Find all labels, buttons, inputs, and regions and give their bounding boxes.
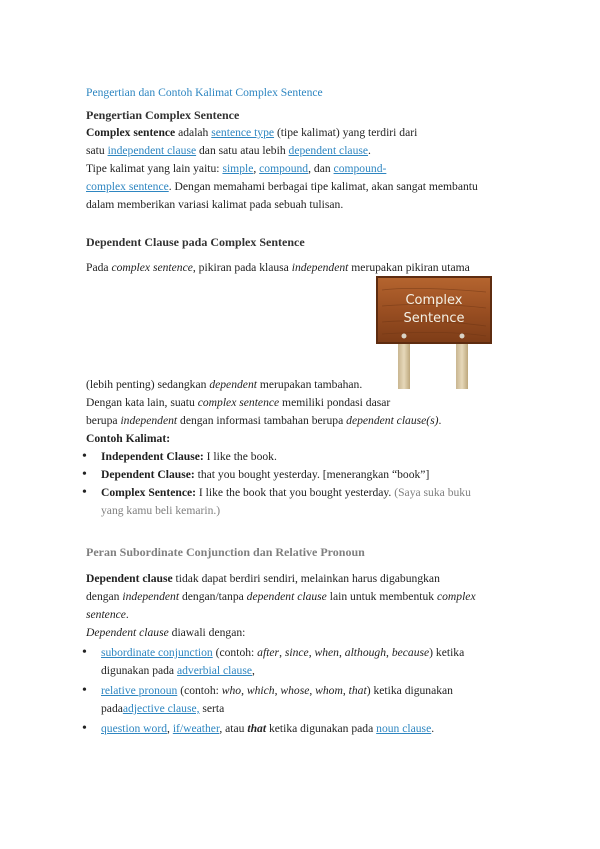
bullet-icon: • (82, 645, 87, 660)
text: merupakan pikiran utama (348, 261, 470, 274)
text: serta (199, 702, 225, 715)
text: digunakan pada (101, 664, 177, 677)
italic-term: since (284, 646, 309, 659)
text: , (386, 646, 392, 659)
italic-term: dependent clause(s) (346, 414, 439, 427)
translation-text: yang kamu beli kemarin.) (101, 504, 221, 517)
text: I like the book that you bought yesterday. (196, 486, 392, 499)
text: , (253, 162, 260, 175)
italic-term: complex (436, 590, 476, 603)
list-item (101, 682, 453, 700)
list-item (101, 448, 277, 466)
text: , atau (219, 722, 248, 735)
text: (tipe kalimat) yang terdiri dari (274, 126, 418, 139)
text: , (279, 646, 285, 659)
link-adjective-clause[interactable]: adjective clause, (122, 702, 200, 715)
italic-term: after (257, 646, 280, 659)
italic-term: whom (315, 684, 343, 697)
paragraph-line (86, 142, 371, 160)
text: , (274, 684, 281, 697)
bold-term: Dependent clause (86, 572, 173, 585)
text: . Dengan memahami berbagai tipe kalimat, akan sangat membantu (168, 180, 478, 193)
text: . (125, 608, 129, 621)
italic-term: that (348, 684, 367, 697)
text: , (309, 684, 316, 697)
text: I like the book. (203, 450, 277, 463)
text: dengan (86, 590, 123, 603)
link-sentence-type[interactable]: sentence type (211, 126, 275, 139)
text: tidak dapat berdiri sendiri, melainkan harus digabungkan (172, 572, 440, 585)
bold-term: Complex sentence (86, 126, 176, 139)
text: memiliki pondasi dasar (279, 396, 391, 409)
italic-term: Dependent clause (86, 626, 169, 639)
paragraph-line (86, 124, 417, 142)
sign-text-line2: Sentence (403, 311, 465, 326)
text: dan satu atau lebih (196, 144, 289, 157)
list-item (101, 720, 434, 738)
section-heading-pengertian: Pengertian Complex Sentence (86, 108, 240, 122)
italic-term: complex sentence (111, 261, 193, 274)
bullet-icon: • (82, 467, 87, 482)
paragraph-line (86, 376, 362, 394)
text: Dengan kata lain, suatu (86, 396, 198, 409)
link-noun-clause[interactable]: noun clause (376, 722, 432, 735)
italic-term: independent (291, 261, 349, 274)
paragraph-line (86, 160, 386, 178)
italic-term: sentence (86, 608, 126, 621)
link-compound[interactable]: compound (259, 162, 309, 175)
sign-text-line1: Complex (405, 293, 463, 308)
bullet-icon: • (82, 449, 87, 464)
bullet-icon: • (82, 485, 87, 500)
bold-term: Complex Sentence: (101, 486, 196, 499)
translation-text: (Saya suka buku (391, 486, 471, 499)
link-dependent-clause[interactable]: dependent clause (288, 144, 369, 157)
italic-term: dependent (209, 378, 257, 391)
link-question-word[interactable]: question word (101, 722, 168, 735)
text: lain untuk membentuk (326, 590, 437, 603)
bold-italic-term: that (247, 722, 267, 735)
text: , (241, 684, 247, 697)
text: (lebih penting) sedangkan (86, 378, 210, 391)
list-item (101, 466, 429, 484)
text: merupakan tambahan. (256, 378, 363, 391)
paragraph-line (86, 394, 390, 412)
text: . (438, 414, 442, 427)
italic-term: independent (120, 414, 178, 427)
text: , (308, 646, 315, 659)
italic-term: independent (122, 590, 180, 603)
text: ketika digunakan pada (266, 722, 377, 735)
italic-term: because (391, 646, 430, 659)
text: dengan informasi tambahan berupa (177, 414, 347, 427)
paragraph-line (86, 570, 440, 588)
italic-term: although (344, 646, 387, 659)
text: that you bought yesterday. [menerangkan “book”] (194, 468, 430, 481)
italic-term: when (314, 646, 339, 659)
link-adverbial-clause[interactable]: adverbial clause (176, 664, 252, 677)
text: Tipe kalimat yang lain yaitu: (86, 162, 223, 175)
text: , pikiran pada klausa (192, 261, 292, 274)
section-heading-dependent-clause: Dependent Clause pada Complex Sentence (86, 235, 305, 249)
bold-term: Dependent Clause: (101, 468, 195, 481)
bullet-icon: • (82, 721, 87, 736)
text: adalah (175, 126, 212, 139)
paragraph-line (86, 412, 441, 430)
bullet-icon: • (82, 683, 87, 698)
bold-term: Independent Clause: (101, 450, 204, 463)
text: (contoh: (212, 646, 258, 659)
paragraph-line (86, 178, 478, 196)
text: , (251, 664, 255, 677)
text: , (167, 722, 173, 735)
link-complex-sentence[interactable]: complex sentence (86, 180, 169, 193)
list-item (101, 484, 471, 502)
sign-post-left (398, 338, 410, 389)
text: , (338, 646, 345, 659)
paragraph-line (86, 606, 129, 624)
examples-heading: Contoh Kalimat: (86, 432, 171, 445)
list-item-continuation (101, 700, 224, 718)
link-simple[interactable]: simple (222, 162, 254, 175)
link-compound-complex[interactable]: compound- (333, 162, 387, 175)
link-subordinate-conjunction[interactable]: subordinate conjunction (101, 646, 213, 659)
paragraph-line (86, 588, 476, 606)
text: Pada (86, 261, 112, 274)
italic-term: dependent clause (246, 590, 327, 603)
text: berupa (86, 414, 121, 427)
list-item-continuation (101, 662, 255, 680)
text: (contoh: (177, 684, 222, 697)
paragraph-line: dalam memberikan variasi kalimat pada sebuah tulisan. (86, 198, 344, 211)
italic-term: which (246, 684, 275, 697)
italic-term: whose (280, 684, 310, 697)
text: dengan/tanpa (179, 590, 247, 603)
text: ) ketika digunakan (366, 684, 453, 697)
text: diawali dengan: (168, 626, 246, 639)
page-title: Pengertian dan Contoh Kalimat Complex Sentence (86, 86, 323, 99)
section-heading-peran: Peran Subordinate Conjunction dan Relative Pronoun (86, 545, 365, 559)
text: . (368, 144, 371, 157)
link-if-weather[interactable]: if/weather (172, 722, 220, 735)
italic-term: complex sentence (197, 396, 280, 409)
text: . (431, 722, 435, 735)
complex-sentence-sign-image (376, 276, 492, 389)
text: ) ketika (429, 646, 465, 659)
text: pada (101, 702, 123, 715)
text: satu (86, 144, 108, 157)
text: , dan (308, 162, 334, 175)
link-relative-pronoun[interactable]: relative pronoun (101, 684, 178, 697)
sign-post-right (456, 338, 468, 389)
italic-term: who (221, 684, 242, 697)
paragraph-line (86, 259, 470, 277)
paragraph-line (86, 624, 245, 642)
text: , (342, 684, 349, 697)
list-item (101, 644, 464, 662)
link-independent-clause[interactable]: independent clause (107, 144, 197, 157)
